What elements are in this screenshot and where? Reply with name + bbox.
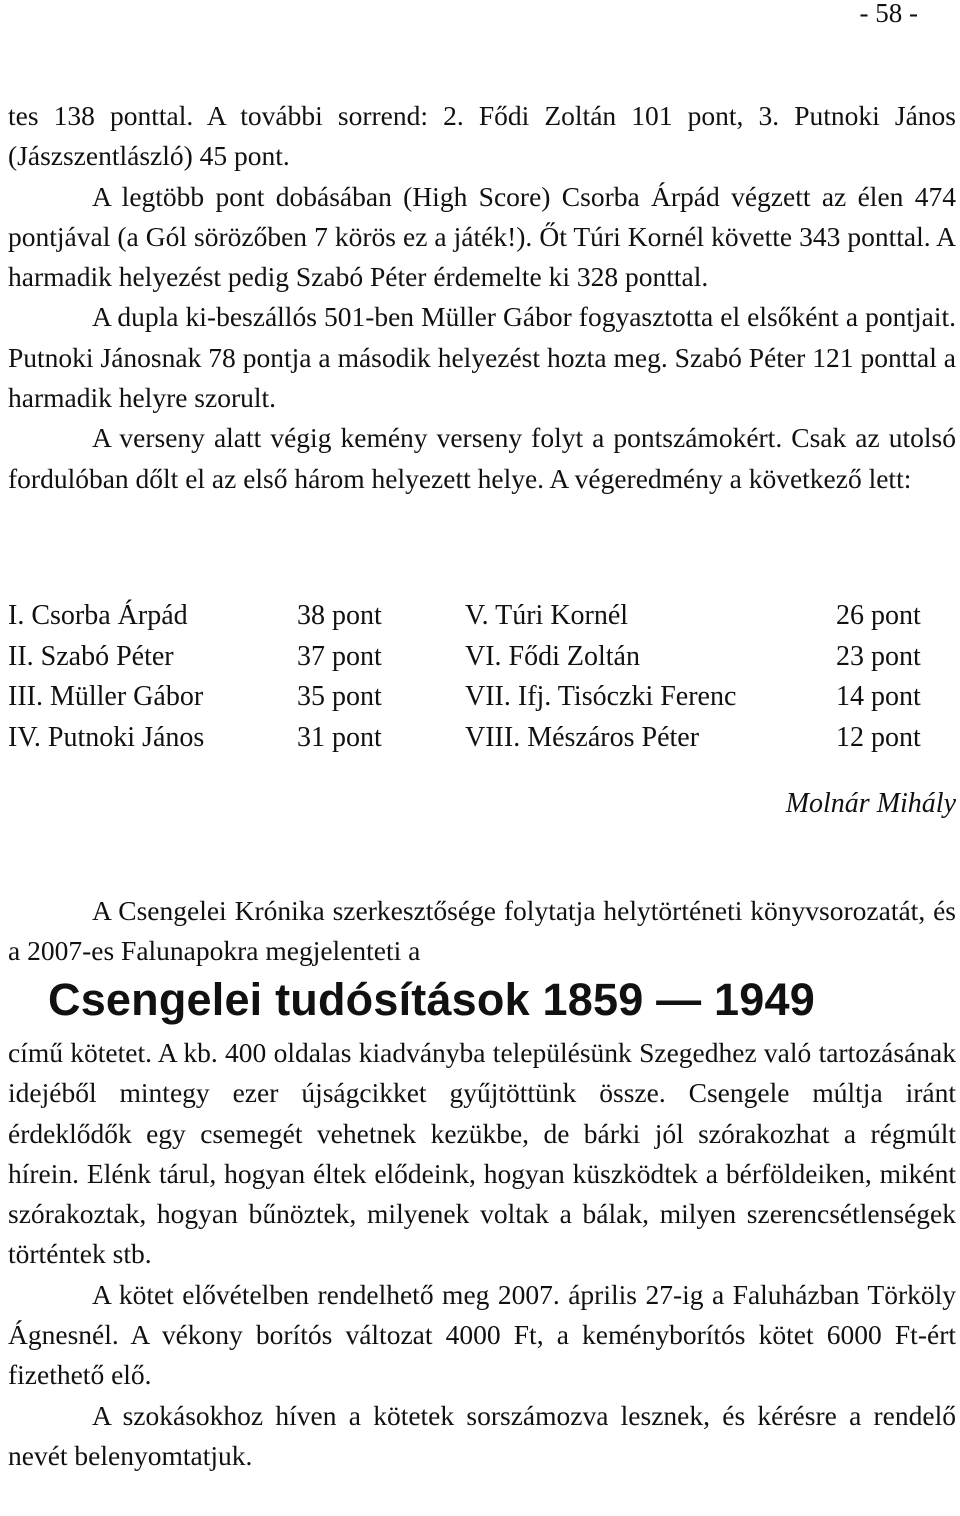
- result-name: V. Túri Kornél: [465, 600, 629, 631]
- results-row: [8, 718, 956, 759]
- announcement-intro: [8, 891, 956, 972]
- result-name: VII. Ifj. Tisóczki Ferenc: [465, 681, 737, 712]
- paragraph: tes 138 ponttal. A további sorrend: 2. Fődi Zoltán 101 pont, 3. Putnoki János (Jászszentlászló) 45 pont.: [8, 100, 956, 172]
- paragraph: A legtöbb pont dobásában (High Score) Csorba Árpád végzett az élen 474 pontjával (a Gól sörözőben 7 körös ez a játék!). Őt Túri Kornél követte 343 ponttal. A harmadik helyezést pedig Szabó Péter érdemelte ki 328 ponttal.: [8, 180, 956, 293]
- result-name: VI. Fődi Zoltán: [465, 640, 640, 672]
- result-points: 12 pont: [836, 721, 921, 753]
- paragraph: A dupla ki-beszállós 501-ben Müller Gábor fogyasztotta el elsőként a pontjait. Putnoki Jánosnak 78 pontja a második helyezést hozta meg. Szabó Péter 121 ponttal a harmadik helyre szorult.: [8, 301, 956, 414]
- result-name: III. Müller Gábor: [8, 681, 204, 712]
- result-name: I. Csorba Árpád: [8, 600, 188, 631]
- paragraph: című kötetet. A kb. 400 oldalas kiadványba településünk Szegedhez való tartozásának idejéből mintegy ezer újságcikket gyűjtöttünk össze. Csengele múltja iránt érdeklődők egy csemegét vehetnek kezükbe, de bárki jól szórakozhat a régmúlt hírein. Elénk tárul, hogyan éltek elődeink, hogyan küszködtek a bérföldeiken, miként szórakoztak, hogyan bűnöztek, milyenek voltak a bálak, milyen szerencsétlenségek történtek stb.: [8, 1037, 956, 1270]
- paragraph: A Csengelei Krónika szerkesztősége folytatja helytörténeti könyvsorozatát, és a 2007-es Falunapokra megjelenteti a: [8, 895, 956, 967]
- result-name: II. Szabó Péter: [8, 640, 174, 672]
- result-points: 31 pont: [297, 721, 382, 753]
- result-points: 38 pont: [297, 600, 382, 631]
- result-points: 37 pont: [297, 640, 382, 672]
- bottom-text: [8, 1033, 956, 1476]
- results-row: [8, 637, 956, 678]
- paragraph: A verseny alatt végig kemény verseny folyt a pontszámokért. Csak az utolsó fordulóban dőlt el az első három helyezett helye. A végeredmény a következő lett:: [8, 422, 956, 494]
- result-points: 26 pont: [836, 600, 921, 631]
- result-points: 35 pont: [297, 681, 382, 712]
- results-table: [8, 596, 956, 758]
- result-name: VIII. Mészáros Péter: [465, 721, 700, 753]
- author-signature: Molnár Mihály: [785, 788, 956, 819]
- result-points: 23 pont: [836, 640, 921, 672]
- paragraph: A szokásokhoz híven a kötetek sorszámozva lesznek, és kérésre a rendelő nevét belenyomtatjuk.: [8, 1399, 956, 1471]
- results-row: [8, 677, 956, 718]
- result-points: 14 pont: [836, 681, 921, 712]
- results-row: [8, 596, 956, 637]
- paragraph: A kötet elővételben rendelhető meg 2007. április 27-ig a Faluházban Törköly Ágnesnél. A vékony borítós változat 4000 Ft, a keményborítós kötet 6000 Ft-ért fizethető elő.: [8, 1278, 956, 1391]
- page-number: - 58 -: [859, 0, 918, 28]
- top-text: [8, 96, 956, 499]
- book-title: Csengelei tudósítások 1859 — 1949: [48, 974, 815, 1025]
- result-name: IV. Putnoki János: [8, 721, 205, 753]
